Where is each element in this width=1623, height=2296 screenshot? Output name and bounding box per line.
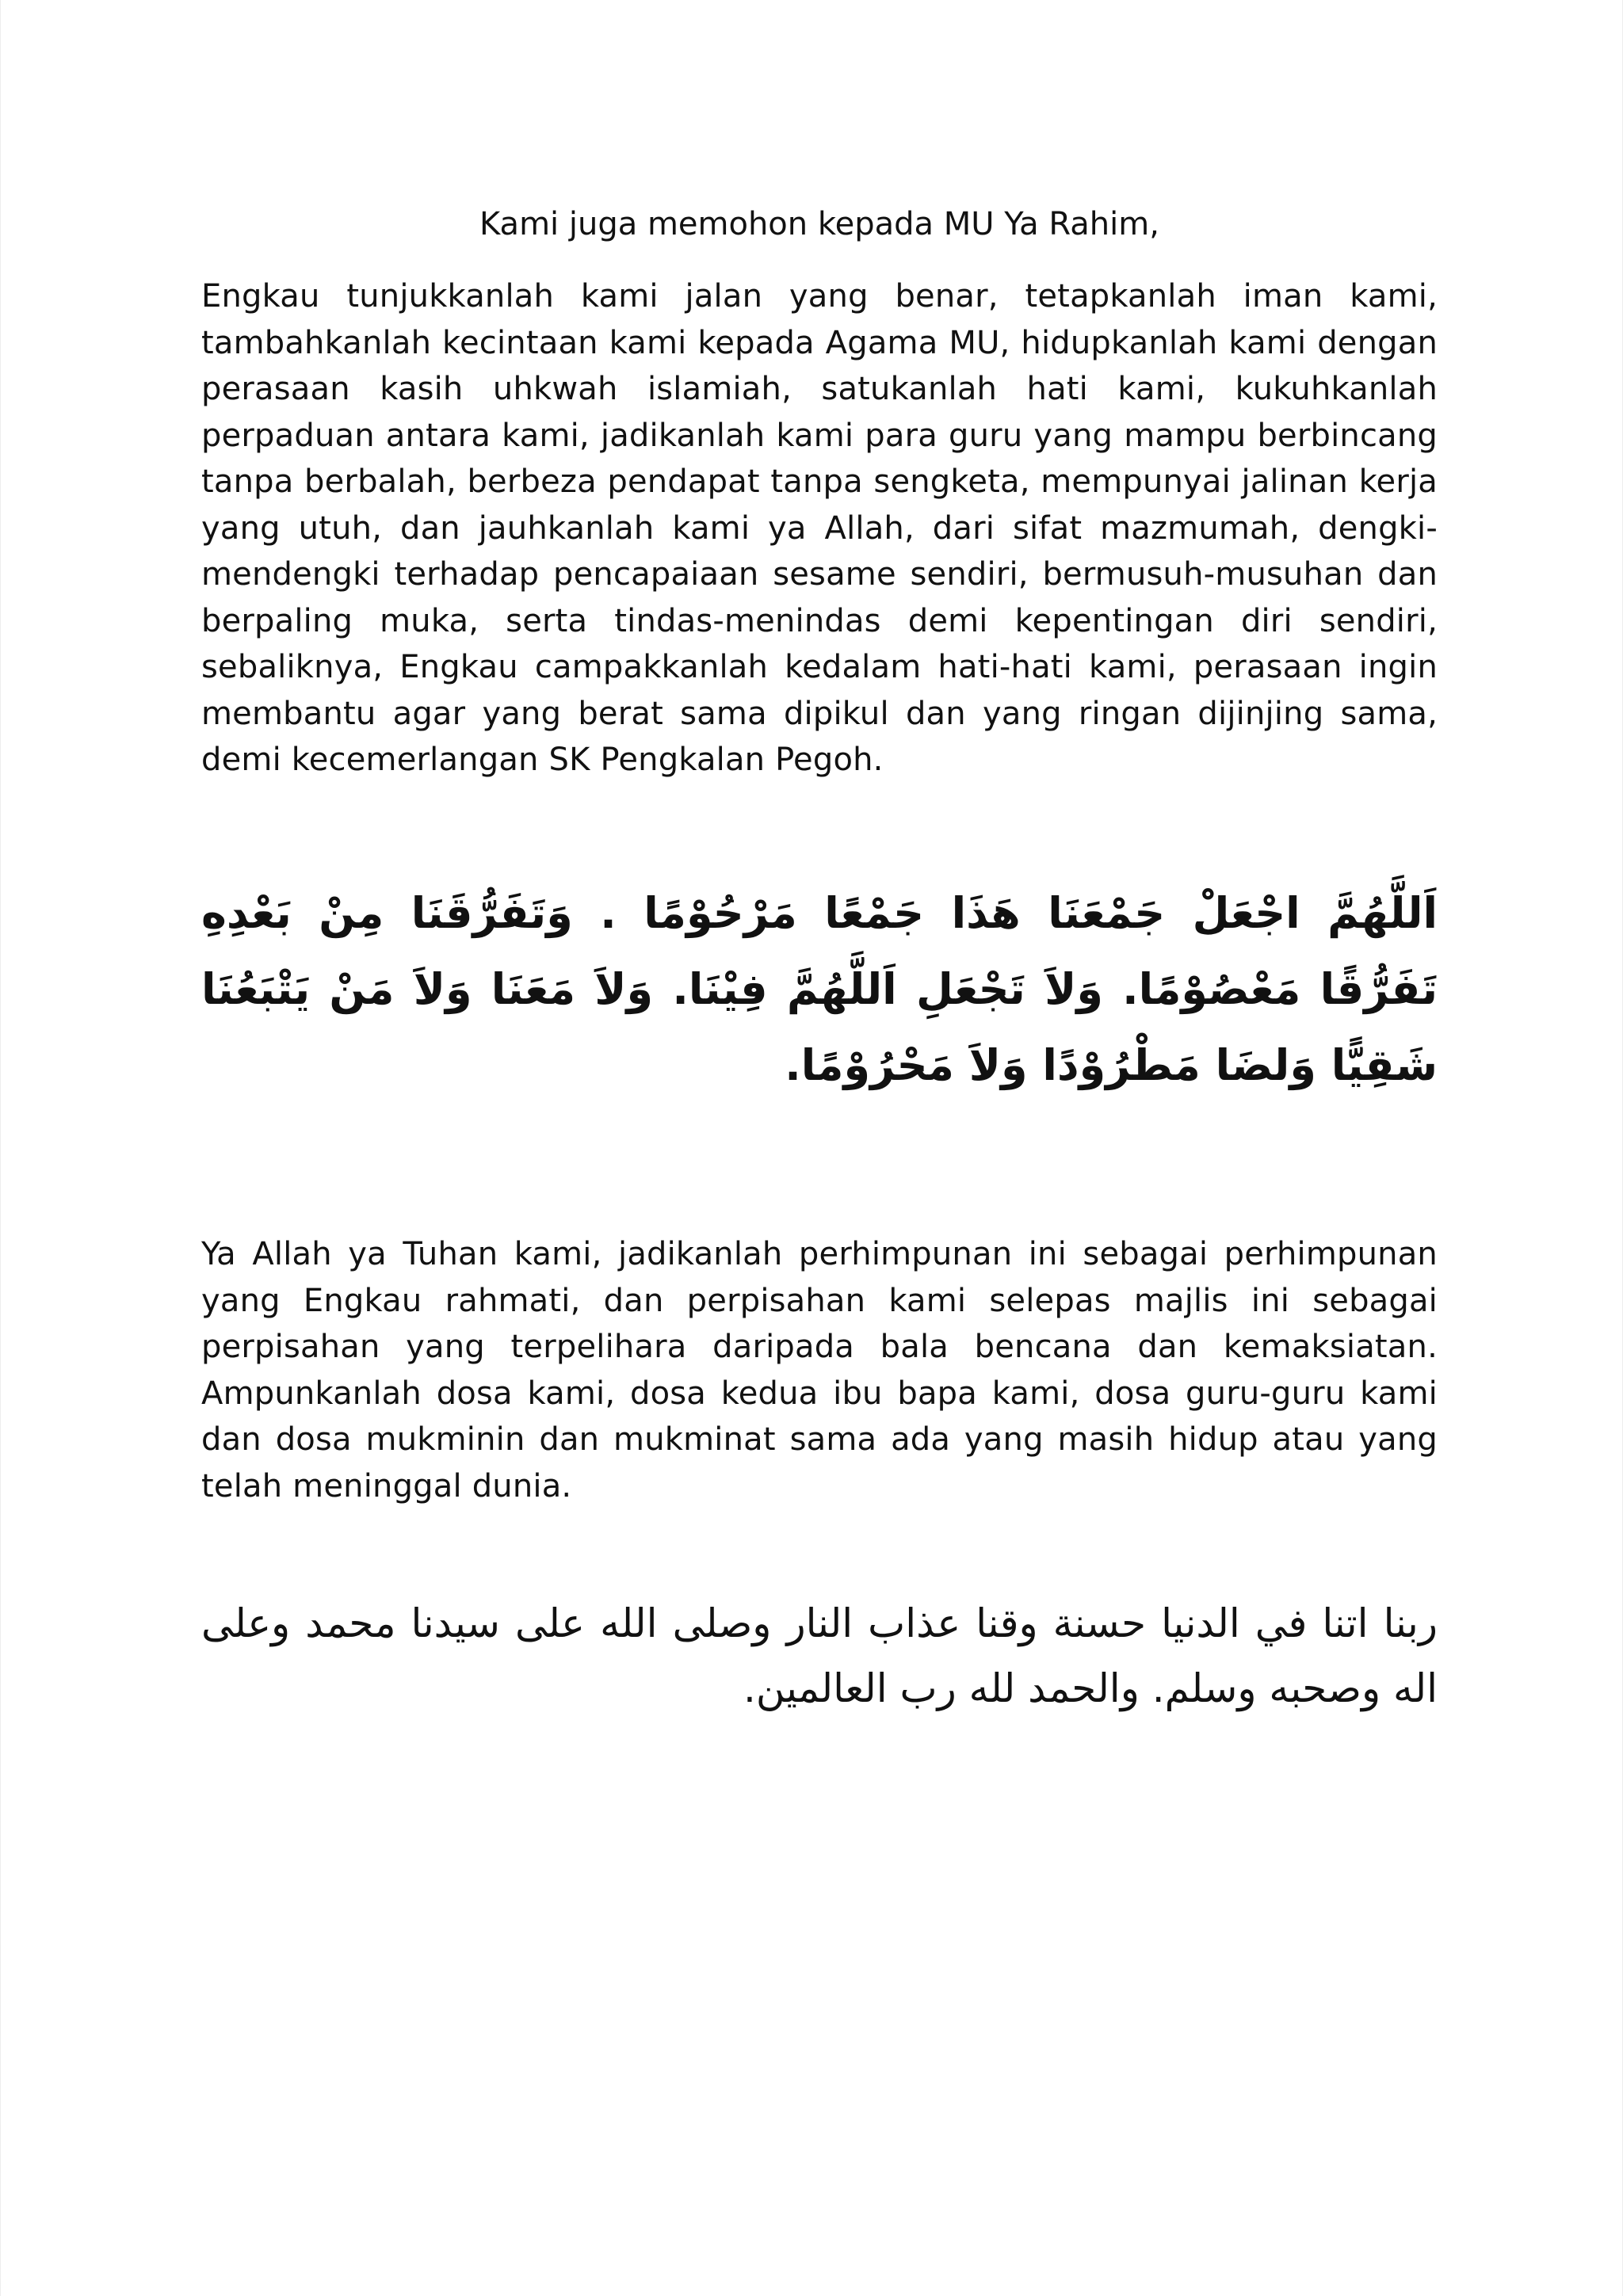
prayer-heading: Kami juga memohon kepada MU Ya Rahim, — [479, 206, 1159, 242]
prayer-paragraph-2: Ya Allah ya Tuhan kami, jadikanlah perhimpunan ini sebagai perhimpunan yang Engkau rahmati, dan perpisahan kami selepas majlis ini sebagai perpisahan yang terpelihara daripada bala bencana dan kemaksiatan. Ampunkanlah dosa kami, dosa kedua ibu bapa kami, dosa guru-guru kami dan dosa mukminin dan mukminat sama ada yang masih hidup atau yang telah meninggal dunia. — [201, 1236, 1438, 1505]
arabic-prayer-1: اَللَّهُمَّ اجْعَلْ جَمْعَنَا هَذَا جَمْعًا مَرْحُوْمًا . وَتَفَرُّقَنَا مِنْ بَعْدِهِ تَفَرُّقًا مَعْصُوْمًا. وَلاَ تَجْعَلِ اَللَّهُمَّ فِيْنَا. وَلاَ مَعَنَا وَلاَ مَنْ يَتْبَعُنَا شَقِيًّا وَلضَا مَطْرُوْدًا وَلاَ مَحْرُوْمًا. — [201, 888, 1438, 1090]
arabic-closing-prayer: ربنا اتنا في الدنيا حسنة وقنا عذاب النار وصلى الله على سيدنا محمد وعلى اله وصحبه وسلم. والحمد لله رب العالمين. — [201, 1600, 1438, 1711]
prayer-paragraph-1: Engkau tunjukkanlah kami jalan yang benar, tetapkanlah iman kami, tambahkanlah kecintaan kami kepada Agama MU, hidupkanlah kami dengan perasaan kasih uhkwah islamiah, satukanlah hati kami, kukuhkanlah perpaduan antara kami, jadikanlah kami para guru yang mampu berbincang tanpa berbalah, berbeza pendapat tanpa sengketa, mempunyai jalinan kerja yang utuh, dan jauhkanlah kami ya Allah, dari sifat mazmumah, dengki-mendengki terhadap pencapaiaan sesame sendiri, bermusuh-musuhan dan berpaling muka, serta tindas-menindas demi kepentingan diri sendiri, sebaliknya, Engkau campakkanlah kedalam hati-hati kami, perasaan ingin membantu agar yang berat sama dipikul dan yang ringan dijinjing sama, demi kecemerlangan SK Pengkalan Pegoh. — [201, 278, 1438, 778]
